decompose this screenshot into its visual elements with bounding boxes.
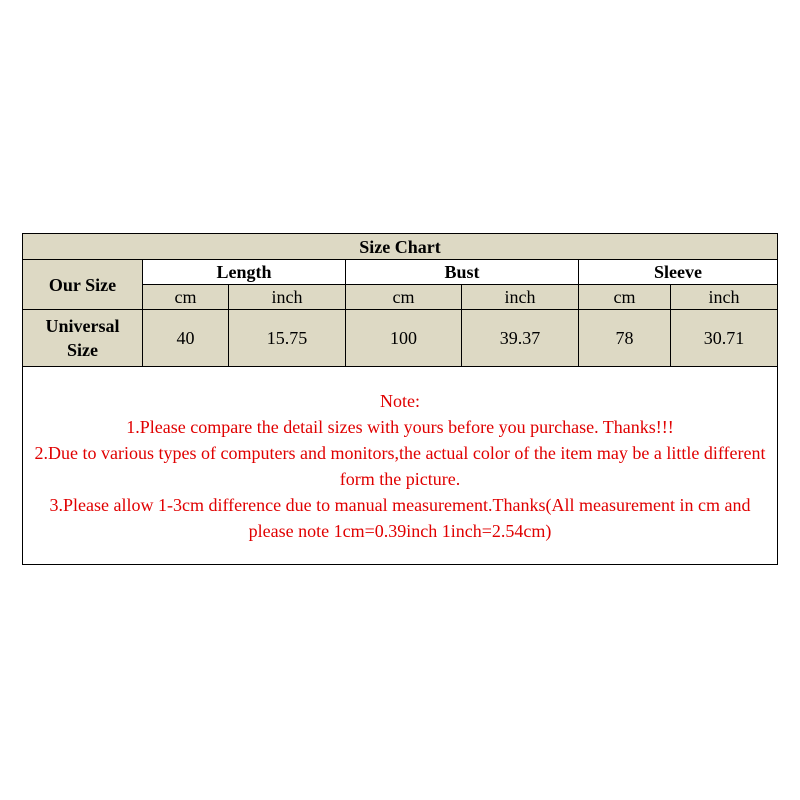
bust-header: Bust	[346, 260, 579, 285]
sleeve-inch-value: 30.71	[671, 310, 778, 367]
sleeve-cm-unit: cm	[579, 285, 671, 310]
sleeve-header: Sleeve	[579, 260, 778, 285]
length-inch-value: 15.75	[229, 310, 346, 367]
note-line-3: 3.Please allow 1-3cm difference due to manual measurement.Thanks(All measurement in cm and please note 1cm=0.39inch 1inch=2.54cm)	[49, 494, 751, 541]
bust-inch-unit: inch	[462, 285, 579, 310]
note-line-1: 1.Please compare the detail sizes with yours before you purchase. Thanks!!!	[126, 416, 674, 437]
sleeve-inch-unit: inch	[671, 285, 778, 310]
row-label-line: Universal	[45, 316, 120, 336]
bust-cm-unit: cm	[346, 285, 462, 310]
sleeve-cm-value: 78	[579, 310, 671, 367]
universal-size-label	[23, 310, 143, 367]
length-cm-unit: cm	[143, 285, 229, 310]
title-row	[23, 234, 778, 260]
size-chart-table	[22, 233, 778, 565]
bust-cm-value: 100	[346, 310, 462, 367]
length-cm-value: 40	[143, 310, 229, 367]
note-line-2: 2.Due to various types of computers and monitors,the actual color of the item may be a little different form the picture.	[34, 442, 766, 489]
row-label-line: Size	[67, 340, 98, 360]
note-row	[23, 367, 778, 565]
length-inch-unit: inch	[229, 285, 346, 310]
size-chart-title: Size Chart	[23, 234, 778, 260]
our-size-header: Our Size	[23, 260, 143, 310]
note-heading: Note:	[380, 390, 420, 411]
table-row	[23, 310, 778, 367]
bust-inch-value: 39.37	[462, 310, 579, 367]
length-header: Length	[143, 260, 346, 285]
note-cell	[23, 367, 778, 565]
group-header-row	[23, 260, 778, 285]
